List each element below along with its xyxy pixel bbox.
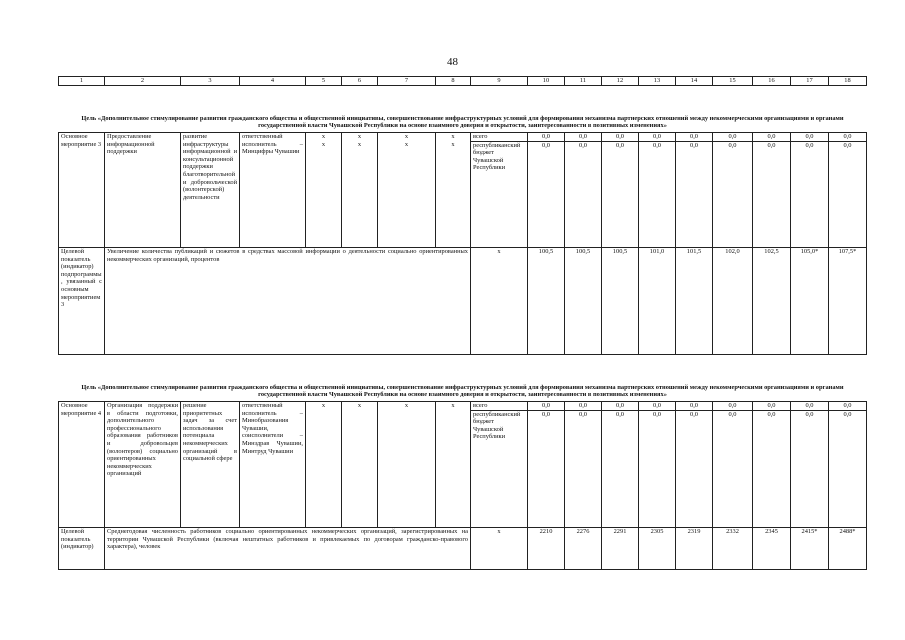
funding-source: всего — [473, 133, 488, 140]
code-cell: x x — [306, 133, 342, 248]
column-number: 11 — [565, 77, 602, 86]
value-cell: 0,0 0,0 — [565, 133, 602, 248]
indicator-value: 2291 — [602, 528, 639, 570]
indicator-value: 2332 — [713, 528, 753, 570]
event-row — [59, 402, 867, 528]
value-cell: 0,0 0,0 — [829, 402, 867, 528]
column-number: 12 — [602, 77, 639, 86]
code-cell: x — [436, 402, 471, 528]
indicator-label: Целевой показатель (индикатор) — [59, 528, 105, 570]
funding-source: всего — [473, 402, 488, 409]
value-cell: 0,0 0,0 — [753, 133, 791, 248]
event-name: Предоставление информационной поддержки — [105, 133, 181, 248]
event-executor: ответственный исполнитель – Минобразования Чувашии, соисполнители – Минздрав Чувашии, Минтруд Чувашии — [240, 402, 306, 528]
event-task: решение приоритетных задач за счет использования потенциала некоммерческих организаций в социальной сфере — [181, 402, 240, 528]
event-row — [59, 133, 867, 248]
indicator-value: 101,5 — [676, 248, 713, 355]
indicator-value: 2305 — [639, 528, 676, 570]
indicator-text: Увеличение количества публикаций и сюжетов в средствах массовой информации о деятельности социально ориентированных некоммерческих организаций, процентов — [105, 248, 471, 355]
value-cell: 0,0 0,0 — [639, 133, 676, 248]
column-number: 17 — [791, 77, 829, 86]
goal-text: Цель «Дополнительное стимулирование развития гражданского общества и общественной инициативы, совершенствование инфраструктурных условий для формирования механизма партнерских отношений между некоммерческими организациями и органами государственной власти Чувашской Республики на основе взаимного доверия и открытости, заинтересованности в позитивных изменениях» — [59, 86, 867, 133]
event-executor: ответственный исполнитель – Минцифры Чувашии — [240, 133, 306, 248]
column-number: 13 — [639, 77, 676, 86]
value-cell: 0,0 0,0 — [528, 133, 565, 248]
column-number: 10 — [528, 77, 565, 86]
column-number: 4 — [240, 77, 306, 86]
page-number: 48 — [447, 56, 458, 68]
column-number-row — [59, 77, 867, 86]
goal-row — [59, 86, 867, 133]
code-cell: x — [342, 402, 378, 528]
indicator-value: 101,0 — [639, 248, 676, 355]
column-number: 1 — [59, 77, 105, 86]
indicator-value: 2415* — [791, 528, 829, 570]
indicator-value: 2345 — [753, 528, 791, 570]
code-cell: x — [306, 402, 342, 528]
indicator-row — [59, 248, 867, 355]
event-label: Основное мероприятие 4 — [59, 402, 105, 528]
column-number: 2 — [105, 77, 181, 86]
column-number: 14 — [676, 77, 713, 86]
value-cell: 0,0 0,0 — [753, 402, 791, 528]
indicator-value: 2488* — [829, 528, 867, 570]
value-cell: 0,0 0,0 — [676, 402, 713, 528]
column-number: 9 — [471, 77, 528, 86]
indicator-value: 100,5 — [528, 248, 565, 355]
column-number: 3 — [181, 77, 240, 86]
indicator-value: 100,5 — [602, 248, 639, 355]
goal-row — [59, 355, 867, 402]
column-number: 8 — [436, 77, 471, 86]
column-number: 5 — [306, 77, 342, 86]
goal-text: Цель «Дополнительное стимулирование развития гражданского общества и общественной инициативы, совершенствование инфраструктурных условий для формирования механизма партнерских отношений между некоммерческими организациями и органами государственной власти Чувашской Республики на основе взаимного доверия и открытости, заинтересованности в позитивных изменениях» — [59, 355, 867, 402]
funding-source-cell — [471, 402, 528, 528]
code-cell: x x — [378, 133, 436, 248]
value-cell: 0,0 0,0 — [528, 402, 565, 528]
event-name: Организация поддержки в области подготовки, дополнительного профессионального образования работников и добровольцев (волонтеров) социально ориентированных некоммерческих организаций — [105, 402, 181, 528]
value-cell: 0,0 0,0 — [791, 133, 829, 248]
event-task: развитие инфраструктуры информационной и консультационной поддержки благотворительной и добровольческой (волонтерской) деятельности — [181, 133, 240, 248]
value-cell: 0,0 0,0 — [713, 402, 753, 528]
column-number: 16 — [753, 77, 791, 86]
column-number: 18 — [829, 77, 867, 86]
funding-source: республиканский бюджет Чувашской Республики — [471, 141, 527, 172]
event-label: Основное мероприятие 3 — [59, 133, 105, 248]
indicator-text: Среднегодовая численность работников социально ориентированных некоммерческих организаций, зарегистрированных на территории Чувашской Республики (включая нештатных работников и привлекаемых по договорам гражданско-правового характера), человек — [105, 528, 471, 570]
column-number: 7 — [378, 77, 436, 86]
code-cell: x x — [436, 133, 471, 248]
indicator-value: 107,5* — [829, 248, 867, 355]
indicator-value: 105,0* — [791, 248, 829, 355]
indicator-value: 100,5 — [565, 248, 602, 355]
funding-source-cell — [471, 133, 528, 248]
value-cell: 0,0 0,0 — [602, 402, 639, 528]
indicator-label: Целевой показатель (индикатор) подпрограммы, увязанный с основным мероприятием 3 — [59, 248, 105, 355]
indicator-row — [59, 528, 867, 570]
value-cell: 0,0 0,0 — [639, 402, 676, 528]
funding-source: республиканский бюджет Чувашской Республики — [471, 410, 527, 441]
indicator-value: 102,0 — [713, 248, 753, 355]
value-cell: 0,0 0,0 — [829, 133, 867, 248]
value-cell: 0,0 0,0 — [602, 133, 639, 248]
program-table — [58, 76, 867, 570]
indicator-value: 2319 — [676, 528, 713, 570]
code-cell: x x — [342, 133, 378, 248]
value-cell: 0,0 0,0 — [791, 402, 829, 528]
indicator-x: x — [471, 528, 528, 570]
indicator-value: 2276 — [565, 528, 602, 570]
code-cell: x — [378, 402, 436, 528]
indicator-value: 2210 — [528, 528, 565, 570]
value-cell: 0,0 0,0 — [676, 133, 713, 248]
column-number: 6 — [342, 77, 378, 86]
value-cell: 0,0 0,0 — [713, 133, 753, 248]
indicator-x: x — [471, 248, 528, 355]
indicator-value: 102,5 — [753, 248, 791, 355]
column-number: 15 — [713, 77, 753, 86]
value-cell: 0,0 0,0 — [565, 402, 602, 528]
